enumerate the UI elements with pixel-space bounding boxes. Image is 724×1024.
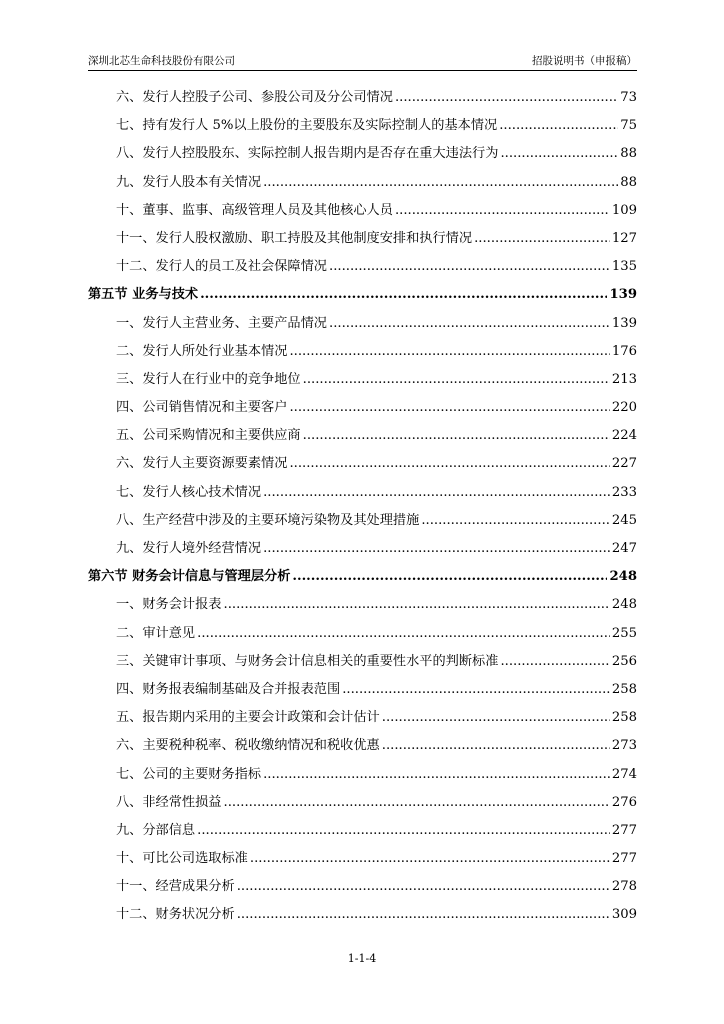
toc-section-row[interactable]: [88, 563, 637, 591]
toc-entry-row[interactable]: [88, 676, 637, 704]
toc-page-number: 227: [611, 456, 637, 472]
toc-entry-row[interactable]: [88, 761, 637, 789]
toc-dot-leader: [197, 620, 610, 648]
toc-page-number: 258: [611, 681, 637, 697]
toc-page-number: 88: [620, 146, 637, 162]
toc-entry-row[interactable]: [88, 366, 637, 394]
page-header: [88, 50, 637, 71]
toc-entry-row[interactable]: [88, 817, 637, 845]
toc-entry-title: 七、发行人核心技术情况: [116, 484, 262, 500]
toc-page-number: 233: [611, 484, 637, 500]
toc-entry-row[interactable]: [88, 704, 637, 732]
toc-dot-leader: [474, 225, 610, 253]
toc-entry-title: 三、关键审计事项、与财务会计信息相关的重要性水平的判断标准: [116, 653, 499, 669]
toc-dot-leader: [289, 394, 609, 422]
toc-entry-row[interactable]: [88, 225, 637, 253]
toc-page-number: 247: [611, 541, 637, 556]
toc-page-number: 176: [611, 343, 637, 359]
toc-entry-title: 十二、发行人的员工及社会保障情况: [116, 259, 327, 275]
toc-page-number: 88: [620, 174, 637, 190]
toc-dot-leader: [500, 648, 609, 676]
toc-dot-leader: [237, 873, 610, 901]
toc-entry-title: 八、非经常性损益: [116, 794, 222, 810]
toc-dot-leader: [499, 112, 618, 140]
toc-page-number: 139: [609, 287, 637, 303]
toc-dot-leader: [250, 845, 610, 873]
toc-dot-leader: [421, 507, 610, 535]
toc-entry-title: 二、发行人所处行业基本情况: [116, 343, 288, 359]
toc-entry-row[interactable]: [88, 197, 637, 225]
toc-dot-leader: [395, 84, 618, 112]
toc-entry-title: 四、公司销售情况和主要客户: [116, 400, 288, 416]
toc-entry-row[interactable]: [88, 507, 637, 535]
toc-entry-title: 十一、发行人股权激励、职工持股及其他制度安排和执行情况: [116, 230, 473, 246]
table-of-contents: [88, 84, 637, 930]
toc-page-number: 224: [611, 428, 637, 444]
toc-page-number: 258: [611, 710, 637, 726]
toc-entry-title: 六、发行人主要资源要素情况: [116, 456, 288, 472]
toc-page-number: 135: [611, 259, 637, 275]
toc-page-number: 248: [609, 569, 637, 585]
toc-entry-title: 第五节 业务与技术: [88, 287, 199, 303]
toc-page-number: 248: [611, 597, 637, 613]
toc-entry-title: 九、发行人境外经营情况: [116, 541, 262, 556]
page-number: 1-1-4: [347, 952, 377, 965]
toc-entry-row[interactable]: [88, 479, 637, 507]
toc-dot-leader: [342, 676, 610, 704]
toc-page-number: 256: [611, 653, 637, 669]
toc-page-number: 273: [611, 738, 637, 754]
toc-entry-row[interactable]: [88, 140, 637, 168]
toc-dot-leader: [329, 253, 610, 281]
toc-page-number: 277: [611, 851, 637, 867]
toc-entry-row[interactable]: [88, 422, 637, 450]
toc-entry-title: 九、发行人股本有关情况: [116, 174, 262, 190]
toc-entry-row[interactable]: [88, 845, 637, 873]
toc-entry-title: 六、主要税种税率、税收缴纳情况和税收优惠: [116, 738, 380, 754]
toc-entry-row[interactable]: [88, 112, 637, 140]
toc-dot-leader: [289, 338, 609, 366]
toc-dot-leader: [263, 169, 618, 197]
toc-entry-row[interactable]: [88, 591, 637, 619]
toc-entry-title: 七、公司的主要财务指标: [116, 766, 262, 782]
toc-entry-row[interactable]: [88, 338, 637, 366]
toc-dot-leader: [303, 422, 610, 450]
toc-page-number: 274: [611, 766, 637, 782]
toc-dot-leader: [197, 817, 610, 845]
toc-dot-leader: [224, 591, 610, 619]
toc-page-number: 220: [611, 400, 637, 416]
toc-page-number: 75: [620, 118, 637, 134]
toc-entry-title: 十一、经营成果分析: [116, 879, 235, 895]
toc-entry-title: 七、持有发行人 5%以上股份的主要股东及实际控制人的基本情况: [116, 118, 498, 134]
toc-entry-title: 八、发行人控股股东、实际控制人报告期内是否存在重大违法行为: [116, 146, 499, 162]
toc-section-row[interactable]: [88, 281, 637, 309]
toc-entry-title: 十、可比公司选取标准: [116, 851, 248, 867]
toc-dot-leader: [289, 450, 609, 478]
toc-dot-leader: [382, 704, 610, 732]
toc-page-number: 139: [611, 315, 637, 331]
toc-dot-leader: [237, 901, 610, 929]
toc-entry-title: 五、报告期内采用的主要会计政策和会计估计: [116, 710, 380, 726]
toc-entry-row[interactable]: [88, 310, 637, 338]
toc-page-number: 255: [611, 625, 637, 641]
toc-page-number: 276: [611, 794, 637, 810]
toc-entry-title: 一、财务会计报表: [116, 597, 222, 613]
toc-dot-leader: [382, 732, 610, 760]
toc-dot-leader: [329, 310, 610, 338]
toc-entry-title: 九、分部信息: [116, 822, 196, 838]
toc-dot-leader: [263, 761, 610, 789]
toc-entry-row[interactable]: [88, 169, 637, 197]
toc-entry-title: 五、公司采购情况和主要供应商: [116, 428, 301, 444]
toc-entry-title: 一、发行人主营业务、主要产品情况: [116, 315, 327, 331]
toc-entry-row[interactable]: [88, 535, 637, 563]
toc-entry-title: 八、生产经营中涉及的主要环境污染物及其处理措施: [116, 512, 420, 528]
toc-entry-title: 十、董事、监事、高级管理人员及其他核心人员: [116, 202, 393, 218]
header-doc-title: 招股说明书（申报稿）: [532, 55, 637, 67]
toc-page-number: 277: [611, 822, 637, 838]
toc-page-number: 309: [611, 907, 637, 923]
toc-entry-title: 第六节 财务会计信息与管理层分析: [88, 569, 291, 585]
toc-page-number: 213: [611, 371, 637, 387]
toc-entry-title: 十二、财务状况分析: [116, 907, 235, 923]
toc-dot-leader: [292, 563, 607, 591]
toc-entry-title: 四、财务报表编制基础及合并报表范围: [116, 681, 341, 697]
toc-page-number: 245: [611, 512, 637, 528]
toc-entry-row[interactable]: [88, 84, 637, 112]
toc-page-number: 109: [611, 202, 637, 218]
toc-entry-row[interactable]: [88, 873, 637, 901]
toc-dot-leader: [200, 281, 607, 309]
toc-dot-leader: [500, 140, 618, 168]
toc-entry-row[interactable]: [88, 789, 637, 817]
toc-dot-leader: [263, 535, 610, 563]
toc-entry-row[interactable]: [88, 253, 637, 281]
toc-dot-leader: [395, 197, 610, 225]
toc-entry-row[interactable]: [88, 620, 637, 648]
toc-page-number: 278: [611, 879, 637, 895]
toc-entry-title: 二、审计意见: [116, 625, 196, 641]
toc-dot-leader: [263, 479, 610, 507]
header-company: 深圳北芯生命科技股份有限公司: [88, 55, 235, 67]
toc-page-number: 73: [620, 90, 637, 105]
toc-entry-row[interactable]: [88, 732, 637, 760]
toc-page-number: 127: [611, 230, 637, 246]
toc-entry-row[interactable]: [88, 648, 637, 676]
toc-dot-leader: [224, 789, 610, 817]
toc-entry-row[interactable]: [88, 450, 637, 478]
toc-entry-row[interactable]: [88, 394, 637, 422]
toc-entry-title: 六、发行人控股子公司、参股公司及分公司情况: [116, 90, 393, 105]
toc-entry-title: 三、发行人在行业中的竞争地位: [116, 371, 301, 387]
toc-entry-row[interactable]: [88, 901, 637, 929]
toc-dot-leader: [303, 366, 610, 394]
